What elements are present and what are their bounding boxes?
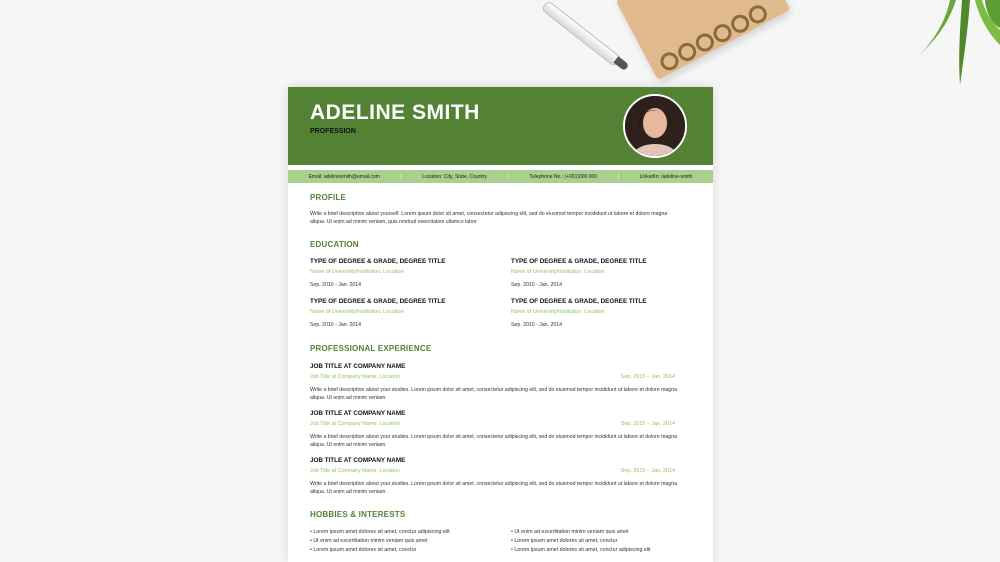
education-date: Sep. 2010 - Jan. 2014	[310, 282, 362, 288]
hobby-item: • Lorem ipsum amet dolores sit amet, conctur	[511, 538, 618, 544]
hobby-item: • Lorem ipsum amet dolores sit amet, conctur adipiscing elit	[310, 529, 450, 535]
job-subtitle: Job Title at Company Name, Location	[310, 421, 400, 427]
education-school: Name of University/Institution, Location	[511, 269, 605, 275]
hobby-item: • Ut enim ad excertitation minim veniam quis amet	[511, 529, 629, 535]
profile-text: Write a brief description about yourself. Lorem ipsum dolor sit amet, consectetur adipiscing elit, sed do eiusmod tempor incididunt ut labore et dolore magna aliqua. Ut enim ad minim veniam, quis nostrud exercitation ullamco labor	[310, 211, 668, 225]
hobby-item: • Lorem ipsum amet dolores sit amet, conctur adipiscing elit	[511, 547, 651, 553]
education-school: Name of University/Institution, Location	[511, 309, 605, 315]
education-degree: TYPE OF DEGREE & GRADE, DEGREE TITLE	[310, 298, 446, 305]
candidate-name: ADELINE SMITH	[310, 101, 480, 124]
job-description: Write a brief description about your studies. Lorem ipsum dolor sit amet, consectetur adipiscing elit, sed do eiusmod tempor incididunt ut labore et dolore magna aliqua. Ut enim ad minim veniam.	[310, 481, 677, 495]
profession-label: PROFESSION	[310, 128, 356, 135]
contact-linkedin: LinkedIn: /adeline-smith	[639, 173, 693, 180]
job-subtitle: Job Title at Company Name, Location	[310, 374, 400, 380]
header-banner	[288, 87, 713, 165]
job-subtitle: Job Title at Company Name, Location	[310, 468, 400, 474]
hobbies-heading: HOBBIES & INTERESTS	[310, 510, 406, 519]
job-date: Sep. 2010 – Jan. 2014	[620, 374, 675, 380]
job-description: Write a brief description about your studies. Lorem ipsum dolor sit amet, consectetur adipiscing elit, sed do eiusmod tempor incididunt ut labore et dolore magna aliqua. Ut enim ad minim veniam.	[310, 434, 677, 448]
job-title: JOB TITLE AT COMPANY NAME	[310, 363, 406, 370]
hobby-item: • Ut enim ad excertitation minim veniam quis amet	[310, 538, 428, 544]
education-school: Name of University/Institution, Location	[310, 269, 404, 275]
contact-location: Location: City, State, Country	[422, 173, 487, 180]
contact-telephone: Telephone No.: (+001)000 000	[529, 173, 598, 180]
contact-bar: Email: adelinesmith@email.com | Location: City, State, Country | Telephone No.: (+001)000 000 | LinkedIn: /adeline-smith	[288, 170, 713, 183]
profile-heading: PROFILE	[310, 193, 347, 202]
job-title: JOB TITLE AT COMPANY NAME	[310, 457, 406, 464]
resume-sheet	[288, 87, 713, 562]
job-date: Sep. 2010 – Jan. 2014	[620, 468, 675, 474]
job-description: Write a brief description about your studies. Lorem ipsum dolor sit amet, consectetur adipiscing elit, sed do eiusmod tempor incididunt ut labore et dolore magna aliqua. Ut enim ad minim veniam.	[310, 387, 677, 401]
education-degree: TYPE OF DEGREE & GRADE, DEGREE TITLE	[310, 258, 446, 265]
job-date: Sep. 2010 – Jan. 2014	[620, 421, 675, 427]
education-date: Sep. 2010 - Jan. 2014	[511, 282, 563, 288]
experience-heading: PROFESSIONAL EXPERIENCE	[310, 344, 432, 353]
job-title: JOB TITLE AT COMPANY NAME	[310, 410, 406, 417]
hobby-item: • Lorem ipsum amet dolores sit amet, conctur	[310, 547, 417, 553]
education-date: Sep. 2010 - Jan. 2014	[310, 322, 362, 328]
profile-photo	[623, 94, 687, 158]
contact-email: Email: adelinesmith@email.com	[308, 173, 380, 180]
education-heading: EDUCATION	[310, 240, 359, 249]
education-school: Name of University/Institution, Location	[310, 309, 404, 315]
notebook-decoration	[616, 0, 791, 80]
education-degree: TYPE OF DEGREE & GRADE, DEGREE TITLE	[511, 298, 647, 305]
plant-decoration	[890, 0, 1000, 90]
education-degree: TYPE OF DEGREE & GRADE, DEGREE TITLE	[511, 258, 647, 265]
education-date: Sep. 2010 - Jan. 2014	[511, 322, 563, 328]
